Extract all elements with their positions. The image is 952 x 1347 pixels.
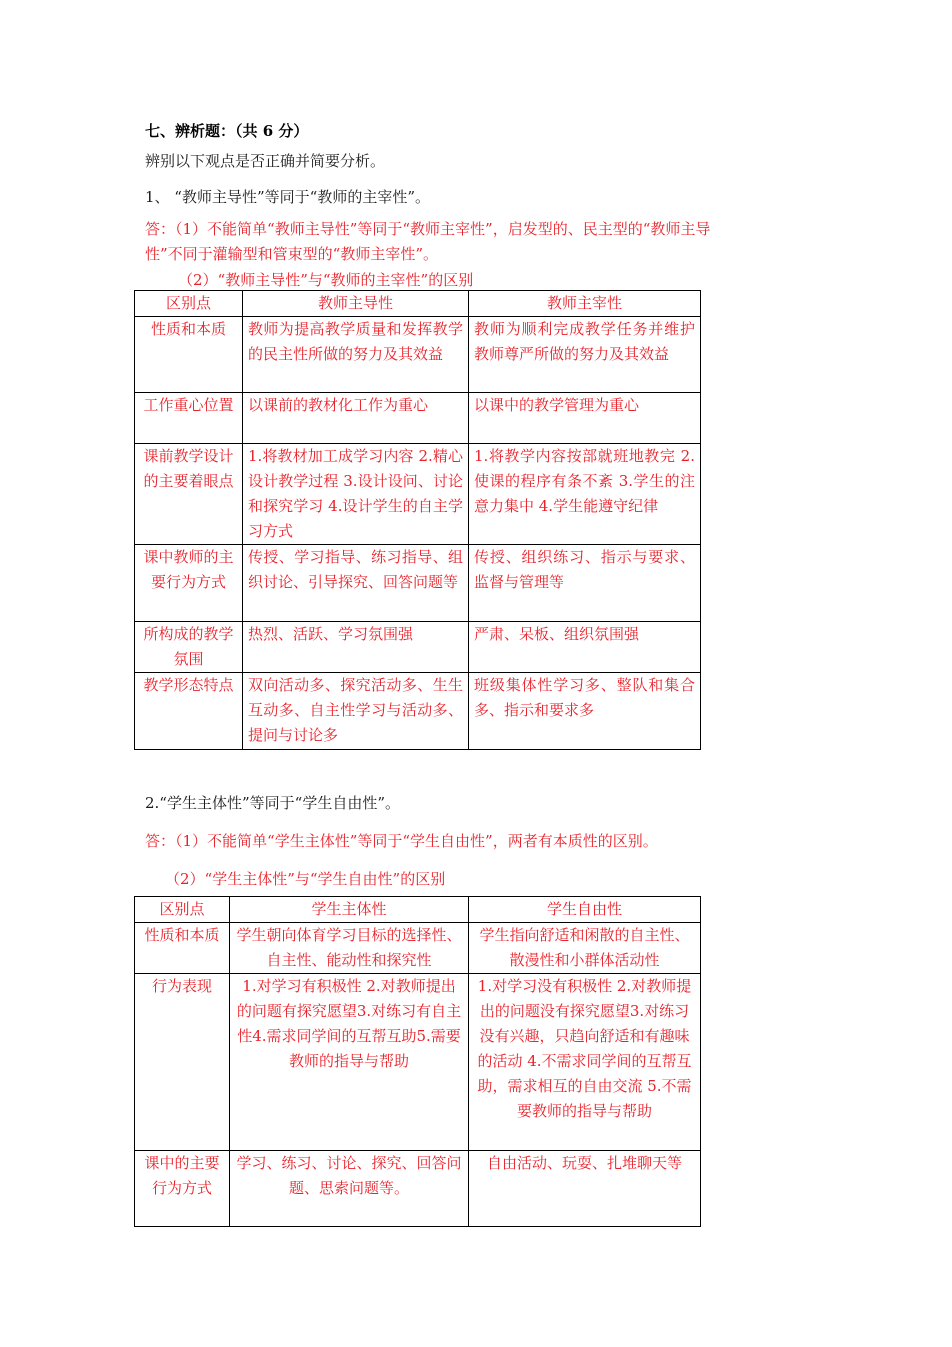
table-1-caption: （2）“教师主导性”与“教师的主宰性”的区别 bbox=[178, 271, 474, 289]
table-cell: 1.将教学内容按部就班地教完 2.使课的程序有条不紊 3.学生的注意力集中 4.学生能遵守纪律 bbox=[469, 444, 701, 545]
table-cell: 学生指向舒适和闲散的自主性、散漫性和小群体活动性 bbox=[469, 923, 701, 974]
table-cell: 教师为提高教学质量和发挥教学的民主性所做的努力及其效益 bbox=[243, 317, 469, 393]
table-row bbox=[135, 974, 701, 1151]
header-cell: 学生自由性 bbox=[469, 897, 701, 923]
answer-1-line-2: 性”不同于灌输型和管束型的“教师主宰性”。 bbox=[145, 245, 439, 263]
table-cell: 传授、学习指导、练习指导、组织讨论、引导探究、回答问题等 bbox=[243, 545, 469, 622]
header-cell: 教师主导性 bbox=[243, 291, 469, 317]
table-row bbox=[135, 393, 701, 444]
section-title: 七、辨析题：（共 6 分） bbox=[145, 122, 309, 140]
table-row bbox=[135, 444, 701, 545]
comparison-table-2 bbox=[134, 896, 701, 1227]
answer-1-line-1: 答：（1）不能简单“教师主导性”等同于“教师主宰性”，启发型的、民主型的“教师主导 bbox=[145, 220, 711, 238]
header-cell: 区别点 bbox=[135, 897, 230, 923]
question-1: 1、 “教师主导性”等同于“教师的主宰性”。 bbox=[145, 188, 430, 206]
comparison-table-1 bbox=[134, 290, 701, 750]
table-cell: 双向活动多、探究活动多、生生互动多、自主性学习与活动多、提问与讨论多 bbox=[243, 673, 469, 750]
row-label: 工作重心位置 bbox=[135, 393, 243, 444]
table-cell: 热烈、活跃、学习氛围强 bbox=[243, 622, 469, 673]
table-2-caption: （2）“学生主体性”与“学生自由性”的区别 bbox=[165, 870, 446, 888]
table-header-row bbox=[135, 897, 701, 923]
table-cell: 传授、组织练习、指示与要求、监督与管理等 bbox=[469, 545, 701, 622]
table-cell: 教师为顺利完成教学任务并维护教师尊严所做的努力及其效益 bbox=[469, 317, 701, 393]
table-cell: 严肃、呆板、组织氛围强 bbox=[469, 622, 701, 673]
header-cell: 教师主宰性 bbox=[469, 291, 701, 317]
table-cell: 1.对学习有积极性 2.对教师提出的问题有探究愿望3.对练习有自主性4.需求同学间的互帮互助5.需要教师的指导与帮助 bbox=[230, 974, 469, 1151]
row-label: 性质和本质 bbox=[135, 923, 230, 974]
table-cell: 1.对学习没有积极性 2.对教师提出的问题没有探究愿望3.对练习没有兴趣，只趋向舒适和有趣味的活动 4.不需求同学间的互帮互助，需求相互的自由交流 5.不需要教师的指导与帮助 bbox=[469, 974, 701, 1151]
table-cell: 班级集体性学习多、整队和集合多、指示和要求多 bbox=[469, 673, 701, 750]
row-label: 课中教师的主要行为方式 bbox=[135, 545, 243, 622]
table-cell: 自由活动、玩耍、扎堆聊天等 bbox=[469, 1151, 701, 1227]
table-cell: 1.将教材加工成学习内容 2.精心设计教学过程 3.设计设问、讨论和探究学习 4.设计学生的自主学习方式 bbox=[243, 444, 469, 545]
table-header-row bbox=[135, 291, 701, 317]
table-row bbox=[135, 317, 701, 393]
row-label: 课中的主要行为方式 bbox=[135, 1151, 230, 1227]
row-label: 所构成的教学氛围 bbox=[135, 622, 243, 673]
table-row bbox=[135, 1151, 701, 1227]
row-label: 性质和本质 bbox=[135, 317, 243, 393]
table-row bbox=[135, 923, 701, 974]
table-row bbox=[135, 673, 701, 750]
header-cell: 区别点 bbox=[135, 291, 243, 317]
table-cell: 以课中的教学管理为重心 bbox=[469, 393, 701, 444]
table-cell: 以课前的教材化工作为重心 bbox=[243, 393, 469, 444]
table-cell: 学生朝向体育学习目标的选择性、自主性、能动性和探究性 bbox=[230, 923, 469, 974]
instruction-text: 辨别以下观点是否正确并简要分析。 bbox=[145, 152, 386, 170]
row-label: 教学形态特点 bbox=[135, 673, 243, 750]
answer-2-line-1: 答：（1）不能简单“学生主体性”等同于“学生自由性”，两者有本质性的区别。 bbox=[145, 832, 658, 850]
row-label: 课前教学设计的主要着眼点 bbox=[135, 444, 243, 545]
row-label: 行为表现 bbox=[135, 974, 230, 1151]
question-2: 2.“学生主体性”等同于“学生自由性”。 bbox=[145, 794, 400, 812]
header-cell: 学生主体性 bbox=[230, 897, 469, 923]
table-row bbox=[135, 622, 701, 673]
table-cell: 学习、练习、讨论、探究、回答问题、思索问题等。 bbox=[230, 1151, 469, 1227]
table-row bbox=[135, 545, 701, 622]
